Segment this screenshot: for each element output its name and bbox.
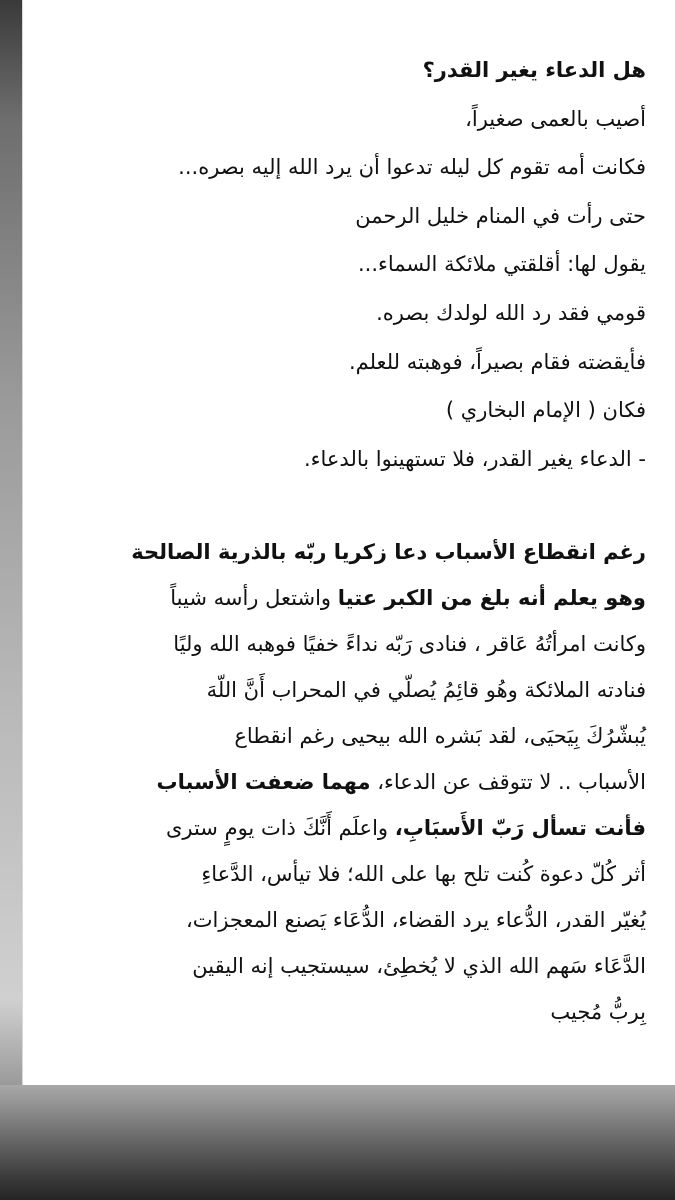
bold-phrase: وهو يعلم أنه بلغ من الكبر عتيا [337, 586, 646, 611]
story-line: حتى رأت في المنام خليل الرحمن [355, 203, 646, 228]
paragraph-line: وكانت امرأتُهُ عَاقر ، فنادى رَبّه نداءً خفيًا فوهبه الله وليًا [173, 632, 646, 657]
post-title: هل الدعاء يغير القدر؟ [422, 58, 646, 82]
bottom-shadow [0, 1085, 675, 1200]
story-line: - الدعاء يغير القدر، فلا تستهينوا بالدعاء. [303, 446, 646, 471]
post-text [46, 46, 646, 1035]
paragraph-line: الدَّعَاء سَهم الله الذي لا يُخطِئ، سيستجيب إنه اليقين [192, 954, 646, 979]
plain-phrase: واعلَم أَنَّكَ ذات يومٍ سترى [165, 816, 395, 841]
paragraph-line: رغم انقطاع الأسباب دعا زكريا ربّه بالذرية الصالحة [131, 540, 646, 565]
paragraph-line [46, 575, 646, 621]
paragraph-line: يُبشّرُكَ بِيَحيَى، لقد بَشره الله بيحيى رغم انقطاع [234, 724, 646, 749]
story-line: قومي فقد رد الله لولدك بصره. [376, 300, 646, 325]
story-line: يقول لها: أقلقتي ملائكة السماء... [357, 252, 646, 277]
bold-phrase: فأنت تسأل رَبّ الأَسبَابِ، [394, 816, 646, 841]
story-line: فكانت أمه تقوم كل ليله تدعوا أن يرد الله إليه بصره... [178, 155, 646, 180]
paragraph-line: يُغيّر القدر، الدُّعاء يرد القضاء، الدُّعَاء يَصنع المعجزات، [185, 908, 646, 933]
bold-phrase: مهما ضعفت الأسباب [156, 770, 371, 795]
paragraph-line [46, 805, 646, 851]
paragraph-gap [46, 483, 646, 529]
plain-phrase: واشتعل رأسه شيباً [170, 586, 338, 611]
plain-phrase: الأسباب .. لا تتوقف عن الدعاء، [370, 770, 646, 795]
story-line: فكان ( الإمام البخاري ) [445, 398, 646, 423]
post-card [22, 0, 675, 1085]
paragraph-line [46, 759, 646, 805]
story-line: فأيقضته فقام بصيراً، فوهبته للعلم. [348, 349, 646, 374]
paragraph-line: بِربُّ مُجيب [550, 1000, 646, 1025]
paragraph-line: فنادته الملائكة وهُو قائِمُ يُصلّي في المحراب أَنَّ اللّهَ [206, 678, 646, 703]
story-line: أصيب بالعمى صغيراً، [465, 106, 646, 131]
paragraph-line: أثر كُلّ دعوة كُنت تلح بها على الله؛ فلا تيأس، الدَّعاءِ [201, 862, 646, 887]
